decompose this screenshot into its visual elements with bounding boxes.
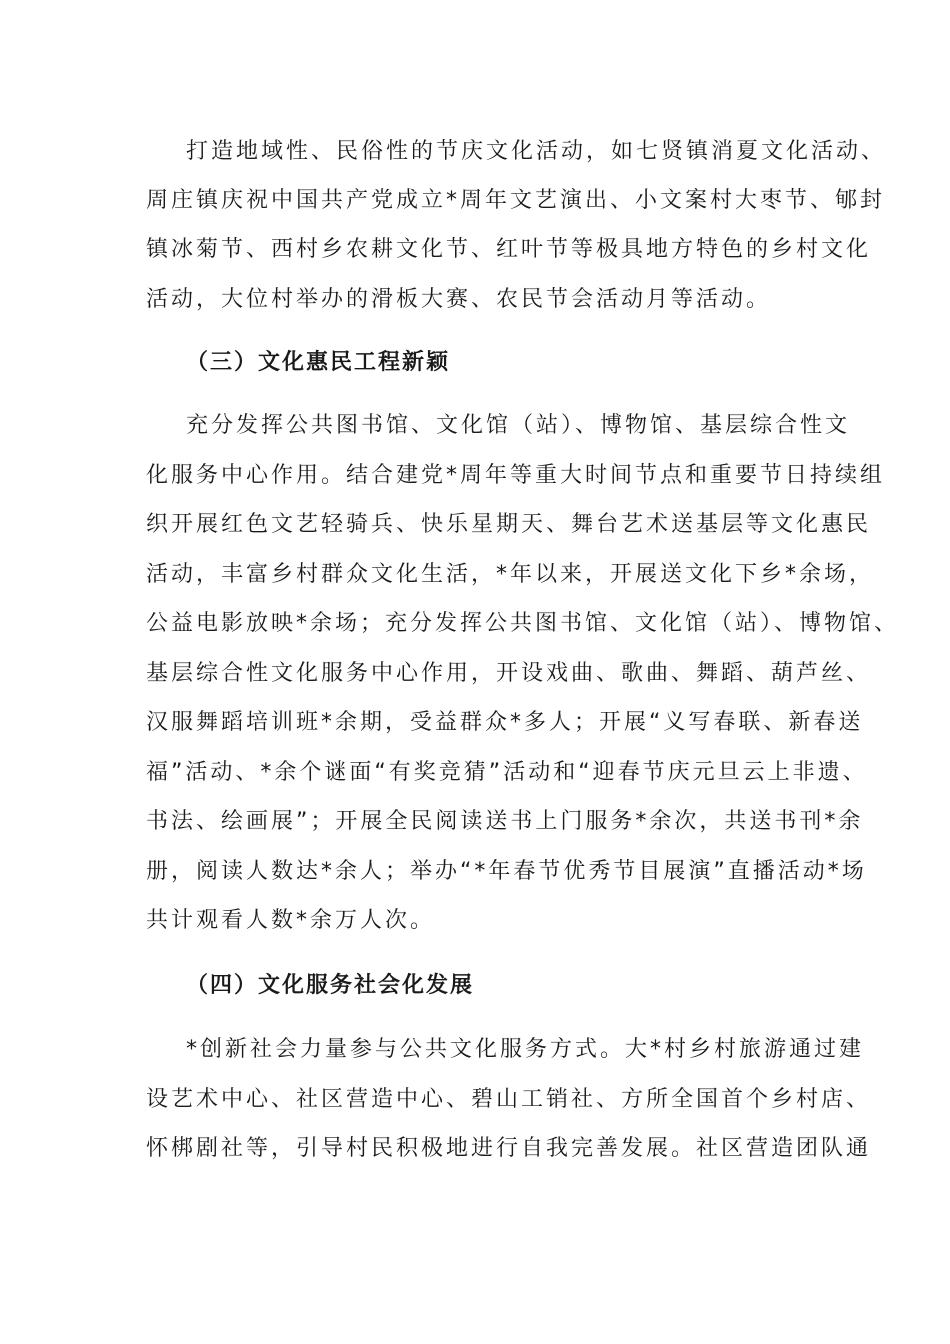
paragraph-1-line-2: 周庄镇庆祝中国共产党成立*周年文艺演出、小文案村大枣节、郇封 [146, 188, 886, 213]
paragraph-2-line-7: 汉服舞蹈培训班*余期，受益群众*多人；开展“义写春联、新春送 [146, 710, 864, 735]
paragraph-2-line-10: 册，阅读人数达*余人；举办“*年春节优秀节目展演”直播活动*场 [146, 859, 867, 884]
paragraph-2-line-6: 基层综合性文化服务中心作用，开设戏曲、歌曲、舞蹈、葫芦丝、 [146, 661, 872, 686]
paragraph-2-line-4: 活动，丰富乡村群众文化生活，*年以来，开展送文化下乡*余场， [146, 562, 875, 587]
paragraph-2-line-11: 共计观看人数*余万人次。 [146, 908, 436, 933]
paragraph-1-line-4: 活动，大位村举办的滑板大赛、农民节会活动月等活动。 [146, 287, 772, 312]
paragraph-1-line-1: 打造地域性、民俗性的节庆文化活动，如七贤镇消夏文化活动、 [186, 139, 887, 164]
paragraph-2-line-9: 书法、绘画展”；开展全民阅读送书上门服务*余次，共送书刊*余 [146, 809, 864, 834]
section-heading-4: （四）文化服务社会化发展 [186, 973, 475, 998]
paragraph-3-line-1: *创新社会力量参与公共文化服务方式。大*村乡村旅游通过建 [186, 1037, 865, 1062]
paragraph-2-line-8: 福”活动、*余个谜面“有奖竞猜”活动和“迎春节庆元旦云上非遗、 [146, 760, 868, 785]
section-heading-3: （三）文化惠民工程新颖 [186, 350, 451, 375]
paragraph-1-line-3: 镇冰菊节、西村乡农耕文化节、红叶节等极具地方特色的乡村文化 [146, 237, 872, 262]
paragraph-2-line-1: 充分发挥公共图书馆、文化馆（站）、博物馆、基层综合性文 [186, 413, 851, 438]
paragraph-2-line-5: 公益电影放映*余场；充分发挥公共图书馆、文化馆（站）、博物馆、 [146, 611, 900, 636]
paragraph-2-line-2: 化服务中心作用。结合建党*周年等重大时间节点和重要节日持续组 [146, 463, 886, 488]
paragraph-3-line-3: 怀梆剧社等，引导村民积极地进行自我完善发展。社区营造团队通 [146, 1136, 872, 1161]
paragraph-2-line-3: 织开展红色文艺轻骑兵、快乐星期天、舞台艺术送基层等文化惠民 [146, 512, 872, 537]
paragraph-3-line-2: 设艺术中心、社区营造中心、碧山工销社、方所全国首个乡村店、 [146, 1087, 872, 1112]
